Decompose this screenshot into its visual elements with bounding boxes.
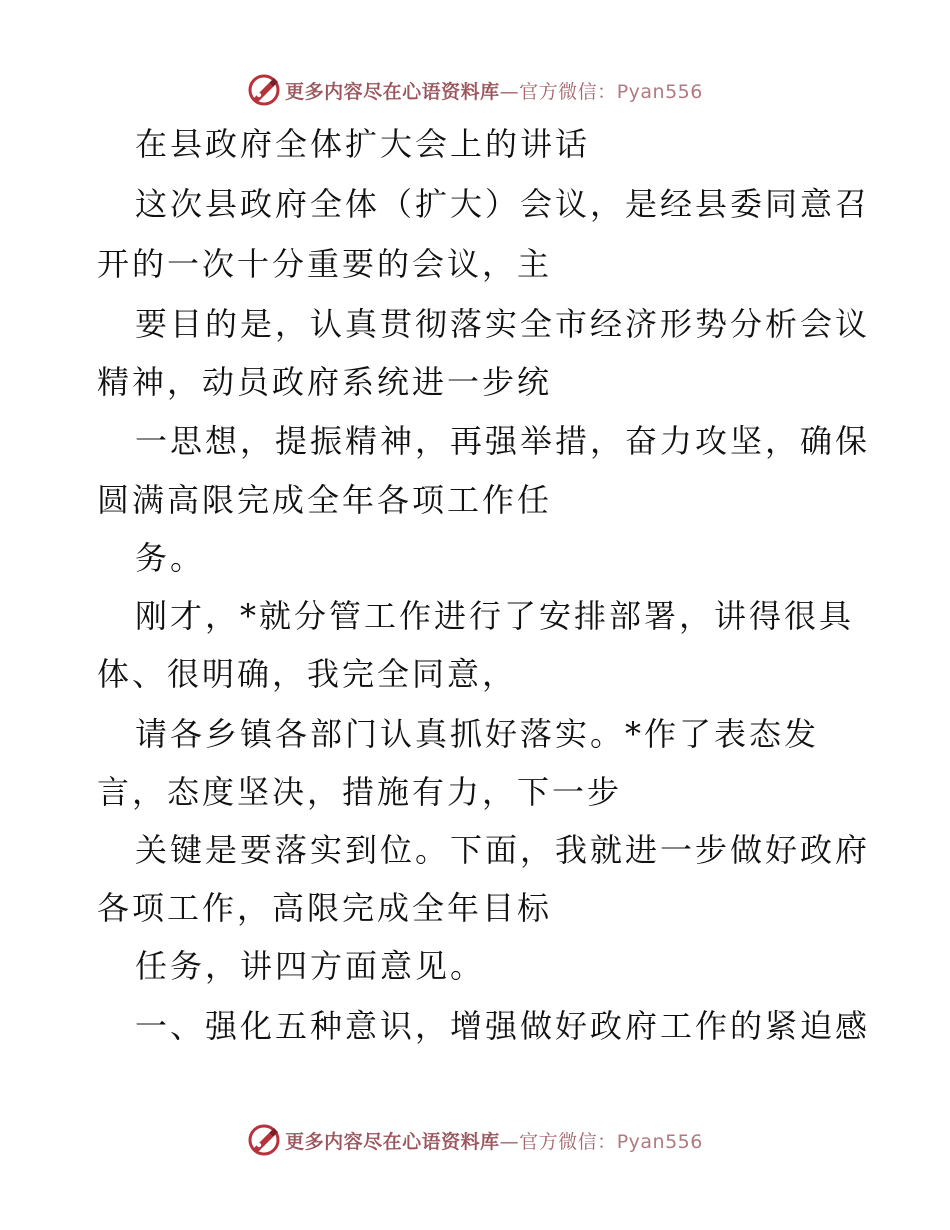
text-line: 精神，动员政府系统进一步统 xyxy=(97,363,553,401)
header-watermark xyxy=(0,70,950,110)
pen-logo-icon xyxy=(247,1123,281,1157)
text-line: 这次县政府全体（扩大）会议，是经县委同意召 xyxy=(135,185,871,223)
watermark-wechat-id: Pyan556 xyxy=(616,80,703,103)
text-line: 请各乡镇各部门认真抓好落实。*作了表态发 xyxy=(135,715,820,753)
watermark-site: 更多内容尽在心语资料库 xyxy=(285,1130,500,1153)
watermark-text xyxy=(285,77,703,104)
footer-watermark xyxy=(0,1120,950,1160)
section-heading: 一、强化五种意识，增强做好政府工作的紧迫感 xyxy=(135,1007,871,1045)
text-line: 关键是要落实到位。下面，我就进一步做好政府 xyxy=(135,831,871,869)
document-title: 在县政府全体扩大会上的讲话 xyxy=(135,125,591,163)
watermark-site: 更多内容尽在心语资料库 xyxy=(285,80,500,103)
watermark-wechat-id: Pyan556 xyxy=(616,1130,703,1153)
text-line: 任务，讲四方面意见。 xyxy=(135,947,486,985)
text-line: 开的一次十分重要的会议，主 xyxy=(97,245,553,283)
text-line: 言，态度坚决，措施有力，下一步 xyxy=(97,773,623,811)
watermark-text xyxy=(285,1127,703,1154)
watermark-wechat-label: 官方微信： xyxy=(519,80,617,103)
text-line: 务。 xyxy=(135,539,206,577)
text-line: 各项工作，高限完成全年目标 xyxy=(97,889,553,927)
watermark-dash: — xyxy=(499,80,520,103)
text-line: 刚才，*就分管工作进行了安排部署，讲得很具 xyxy=(135,597,855,635)
text-line: 要目的是，认真贯彻落实全市经济形势分析会议 xyxy=(135,305,871,343)
pen-logo-icon xyxy=(247,73,281,107)
text-line: 圆满高限完成全年各项工作任 xyxy=(97,481,553,519)
watermark-wechat-label: 官方微信： xyxy=(519,1130,617,1153)
text-line: 体、很明确，我完全同意， xyxy=(97,655,518,693)
text-line: 一思想，提振精神，再强举措，奋力攻坚，确保 xyxy=(135,422,871,460)
watermark-dash: — xyxy=(499,1130,520,1153)
